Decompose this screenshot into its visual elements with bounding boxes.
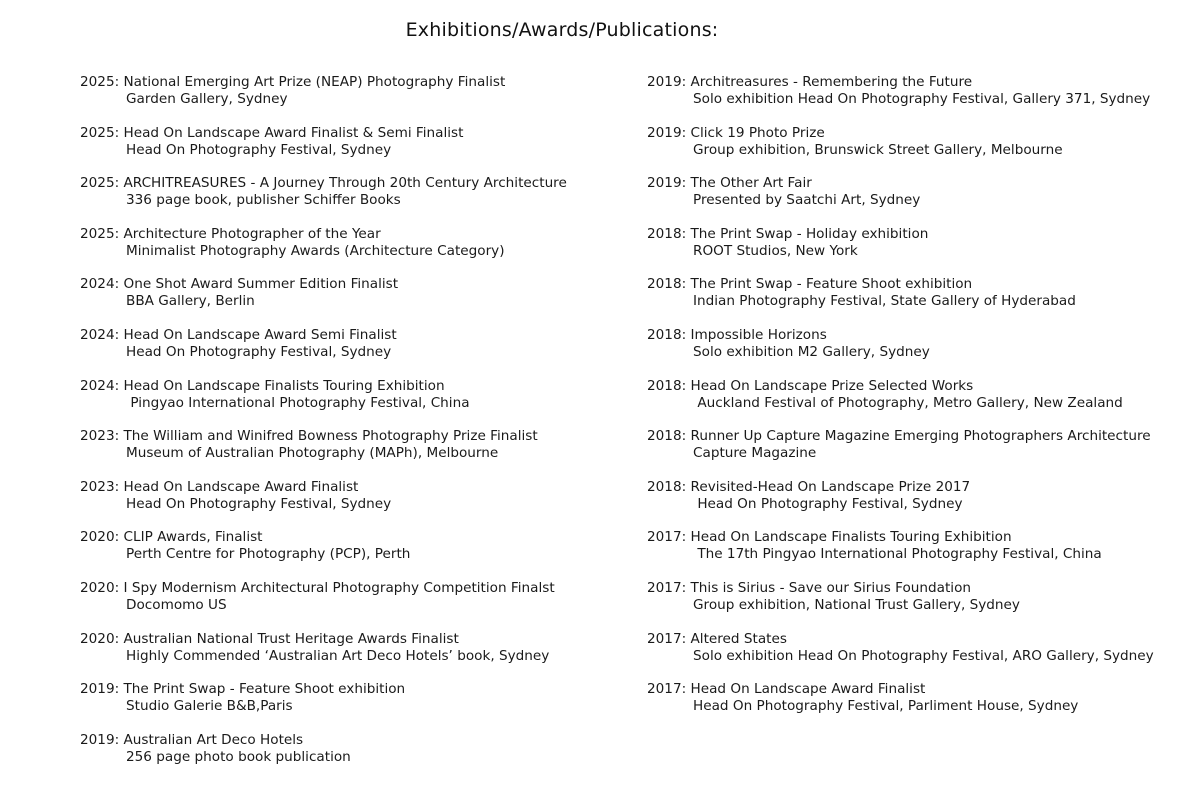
list-item <box>80 276 620 327</box>
entry-detail: Head On Photography Festival, Sydney <box>126 343 392 360</box>
entry-detail: Head On Photography Festival, Sydney <box>126 495 392 512</box>
list-item <box>80 681 620 732</box>
entry-year: 2017: <box>647 529 691 546</box>
entry-year: 2025: <box>80 225 124 242</box>
entry-year: 2025: <box>80 124 124 141</box>
entry-year: 2024: <box>80 276 124 293</box>
entry-heading <box>80 125 620 142</box>
entry-heading <box>647 125 1177 142</box>
list-item <box>80 631 620 682</box>
entry-detail: Solo exhibition Head On Photography Festival, ARO Gallery, Sydney <box>693 647 1154 664</box>
entry-heading <box>80 428 620 445</box>
entry-heading <box>647 226 1177 243</box>
entry-heading <box>80 378 620 395</box>
entry-title: Revisited-Head On Landscape Prize 2017 <box>690 478 971 495</box>
entry-heading <box>80 681 620 698</box>
list-item <box>647 276 1177 327</box>
entry-title: Australian National Trust Heritage Awards Finalist <box>123 630 459 647</box>
list-item <box>647 74 1177 125</box>
entry-heading <box>80 479 620 496</box>
list-item <box>80 378 620 429</box>
entry-heading <box>647 378 1177 395</box>
entry-title: Head On Landscape Finalists Touring Exhibition <box>690 529 1012 546</box>
entry-detail: Group exhibition, National Trust Gallery, Sydney <box>693 596 1020 613</box>
entry-year: 2018: <box>647 276 691 293</box>
entry-year: 2018: <box>647 225 691 242</box>
entry-heading <box>647 327 1177 344</box>
entry-title: Head On Landscape Award Semi Finalist <box>123 326 397 343</box>
entry-heading <box>80 175 620 192</box>
entry-year: 2017: <box>647 681 691 698</box>
list-item <box>647 327 1177 378</box>
entry-detail: Garden Gallery, Sydney <box>126 91 288 107</box>
entry-detail: Pingyao International Photography Festival, China <box>126 394 470 411</box>
entry-heading <box>647 681 1177 698</box>
list-item <box>647 479 1177 530</box>
entry-year: 2023: <box>80 428 124 445</box>
list-item <box>80 125 620 176</box>
list-item <box>647 529 1177 580</box>
entry-detail: Solo exhibition Head On Photography Festival, Gallery 371, Sydney <box>693 91 1151 107</box>
entry-heading <box>80 226 620 243</box>
entry-year: 2020: <box>80 579 124 596</box>
entry-heading <box>647 276 1177 293</box>
entry-heading <box>80 276 620 293</box>
entry-detail: Museum of Australian Photography (MAPh), Melbourne <box>126 445 499 462</box>
right-column-list <box>647 74 1177 732</box>
left-column-list <box>80 74 620 782</box>
list-item <box>80 428 620 479</box>
list-item <box>647 226 1177 277</box>
list-item <box>647 428 1177 479</box>
entry-title: Head On Landscape Award Finalist & Semi Finalist <box>123 124 464 141</box>
entry-detail: Head On Photography Festival, Parliment House, Sydney <box>693 698 1079 715</box>
entry-detail: BBA Gallery, Berlin <box>126 293 255 310</box>
list-item <box>80 479 620 530</box>
entry-title: Architreasures - Remembering the Future <box>690 74 973 90</box>
list-item <box>80 529 620 580</box>
entry-detail: Perth Centre for Photography (PCP), Perth <box>126 546 411 563</box>
entry-year: 2017: <box>647 630 691 647</box>
entry-heading <box>647 175 1177 192</box>
entry-title: I Spy Modernism Architectural Photography Competition Finalst <box>123 579 555 596</box>
entry-year: 2019: <box>80 681 124 698</box>
entry-detail: The 17th Pingyao International Photography Festival, China <box>693 546 1102 563</box>
entry-year: 2020: <box>80 630 124 647</box>
entry-year: 2025: <box>80 175 124 192</box>
list-item <box>647 125 1177 176</box>
entry-title: The Print Swap - Feature Shoot exhibition <box>123 681 406 698</box>
entry-heading <box>80 732 620 749</box>
entry-title: Head On Landscape Finalists Touring Exhibition <box>123 377 445 394</box>
entry-year: 2020: <box>80 529 124 546</box>
list-item <box>647 681 1177 732</box>
entry-title: The Print Swap - Holiday exhibition <box>690 225 929 242</box>
list-item <box>80 175 620 226</box>
entry-title: Head On Landscape Award Finalist <box>690 681 926 698</box>
list-item <box>80 580 620 631</box>
entry-detail: 336 page book, publisher Schiffer Books <box>126 192 401 209</box>
entry-heading <box>80 580 620 597</box>
entry-title: Click 19 Photo Prize <box>690 124 825 141</box>
entry-detail: Highly Commended ‘Australian Art Deco Hotels’ book, Sydney <box>126 647 550 664</box>
entry-year: 2018: <box>647 428 691 445</box>
entry-title: Head On Landscape Prize Selected Works <box>690 377 974 394</box>
entry-year: 2018: <box>647 377 691 394</box>
entry-title: Australian Art Deco Hotels <box>123 731 304 748</box>
list-item <box>647 378 1177 429</box>
entry-title: Runner Up Capture Magazine Emerging Photographers Architecture <box>690 428 1151 445</box>
entry-title: Head On Landscape Award Finalist <box>123 478 359 495</box>
entry-heading <box>647 428 1177 445</box>
entry-detail: Head On Photography Festival, Sydney <box>693 495 963 512</box>
entry-title: ARCHITREASURES - A Journey Through 20th Century Architecture <box>123 175 567 192</box>
entry-year: 2024: <box>80 326 124 343</box>
entry-title: One Shot Award Summer Edition Finalist <box>123 276 399 293</box>
entry-title: The Print Swap - Feature Shoot exhibition <box>690 276 973 293</box>
entry-heading <box>647 580 1177 597</box>
entry-detail: Solo exhibition M2 Gallery, Sydney <box>693 343 930 360</box>
entry-title: CLIP Awards, Finalist <box>123 529 263 546</box>
list-item <box>80 226 620 277</box>
list-item <box>647 580 1177 631</box>
list-item <box>80 732 620 783</box>
entry-title: Impossible Horizons <box>690 326 827 343</box>
entry-detail: Head On Photography Festival, Sydney <box>126 141 392 158</box>
list-item <box>80 327 620 378</box>
entry-title: The Other Art Fair <box>690 175 812 192</box>
entry-year: 2025: <box>80 74 124 90</box>
entry-detail: Group exhibition, Brunswick Street Gallery, Melbourne <box>693 141 1063 158</box>
entry-title: This is Sirius - Save our Sirius Foundation <box>690 579 971 596</box>
page-title: Exhibitions/Awards/Publications: <box>405 19 719 41</box>
list-item <box>647 631 1177 682</box>
entry-year: 2019: <box>647 175 691 192</box>
entry-heading <box>80 74 620 91</box>
entry-detail: Studio Galerie B&B,Paris <box>126 698 293 715</box>
entry-detail: Docomomo US <box>126 596 227 613</box>
entry-heading <box>80 631 620 648</box>
entry-heading <box>80 529 620 546</box>
entry-title: Architecture Photographer of the Year <box>123 225 381 242</box>
entry-detail: Presented by Saatchi Art, Sydney <box>693 192 921 209</box>
entry-title: The William and Winifred Bowness Photography Prize Finalist <box>123 428 538 445</box>
entry-heading <box>647 529 1177 546</box>
entry-heading <box>80 327 620 344</box>
entry-detail: Indian Photography Festival, State Gallery of Hyderabad <box>693 293 1076 310</box>
entry-year: 2023: <box>80 478 124 495</box>
list-item <box>647 175 1177 226</box>
entry-year: 2018: <box>647 326 691 343</box>
entry-title: National Emerging Art Prize (NEAP) Photography Finalist <box>123 74 506 90</box>
entry-year: 2019: <box>647 124 691 141</box>
entry-heading <box>647 479 1177 496</box>
entry-year: 2019: <box>647 74 691 90</box>
entry-detail: ROOT Studios, New York <box>693 242 858 259</box>
entry-detail: Minimalist Photography Awards (Architecture Category) <box>126 242 505 259</box>
entry-heading <box>647 74 1177 91</box>
entry-detail: 256 page photo book publication <box>126 748 351 765</box>
list-item <box>80 74 620 125</box>
entry-detail: Capture Magazine <box>693 445 817 462</box>
entry-detail: Auckland Festival of Photography, Metro Gallery, New Zealand <box>693 394 1123 411</box>
entry-year: 2019: <box>80 731 124 748</box>
entry-year: 2024: <box>80 377 124 394</box>
entry-year: 2018: <box>647 478 691 495</box>
entry-year: 2017: <box>647 579 691 596</box>
entry-heading <box>647 631 1177 648</box>
entry-title: Altered States <box>690 630 787 647</box>
